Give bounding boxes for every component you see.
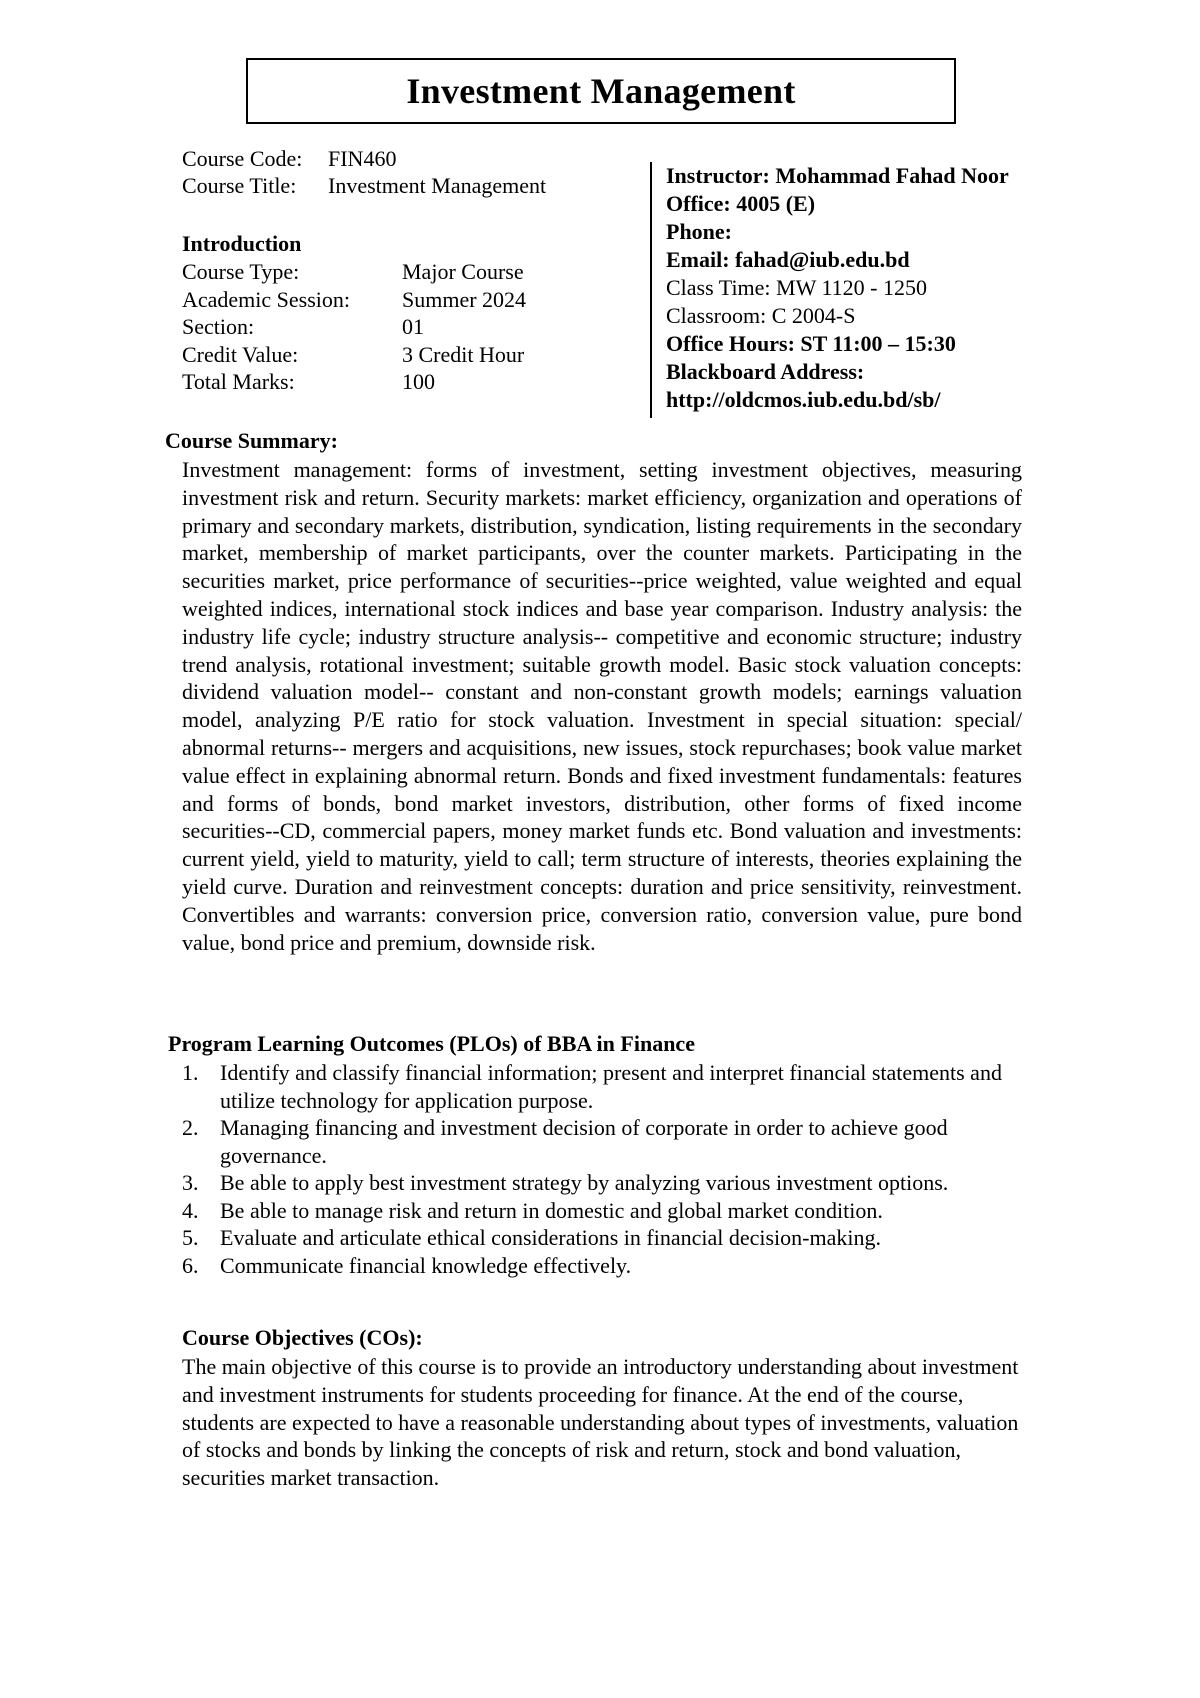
course-code-value: FIN460 bbox=[328, 146, 397, 171]
list-item-text: Be able to manage risk and return in domestic and global market condition. bbox=[220, 1197, 883, 1223]
introduction-heading: Introduction bbox=[182, 231, 302, 256]
classroom: Classroom: C 2004-S bbox=[666, 303, 856, 328]
list-item bbox=[182, 1114, 1032, 1169]
course-code-row bbox=[182, 145, 546, 172]
plo-list bbox=[182, 1059, 1032, 1279]
list-item-number: 6. bbox=[182, 1252, 199, 1278]
intro-value: 3 Credit Hour bbox=[402, 341, 525, 367]
document-title: Investment Management bbox=[406, 71, 796, 111]
list-item-text: Communicate financial knowledge effectively. bbox=[220, 1252, 632, 1278]
intro-row bbox=[182, 258, 526, 286]
intro-label: Total Marks: bbox=[182, 369, 295, 394]
course-objectives-text: The main objective of this course is to provide an introductory understanding about investment and investment instruments for students proceeding for finance. At the end of the course, students are expected to have a reasonable understanding about types of investments, valuation of stocks and bonds by linking the concepts of risk and return, stock and bond valuation, securities market transaction. bbox=[182, 1354, 1019, 1491]
intro-label: Course Type: bbox=[182, 259, 300, 284]
instructor-info bbox=[650, 162, 1070, 418]
course-summary-text: Investment management: forms of investment, setting investment objectives, measuring investment risk and return. Security markets: market efficiency, organization and operations of primary and secondary markets, distribution, syndication, listing requirements in the secondary market, membership of market participants, over the counter markets. Participating in the securities market, price performance of securities--price weighted, value weighted and equal weighted indices, international stock indices and base year comparison. Industry analysis: the industry life cycle; industry structure analysis-- competitive and economic structure; industry trend analysis, rotational investment; suitable growth model. Basic stock valuation concepts: dividend valuation model-- constant and non-constant growth models; earnings valuation model, analyzing P/E ratio for stock valuation. Investment in special situation: special/ abnormal returns-- mergers and acquisitions, new issues, stock repurchases; book value market value effect in explaining abnormal return. Bonds and fixed investment fundamentals: features and forms of bonds, bond market investors, distribution, other forms of fixed income securities--CD, commercial papers, money market funds etc. Bond valuation and investments: current yield, yield to maturity, yield to call; term structure of interests, theories explaining the yield curve. Duration and reinvestment concepts: duration and price sensitivity, reinvestment. Convertibles and warrants: conversion price, conversion ratio, conversion value, pure bond value, bond price and premium, downside risk. bbox=[182, 457, 1022, 955]
list-item-number: 3. bbox=[182, 1170, 199, 1195]
intro-row bbox=[182, 368, 526, 396]
course-meta bbox=[182, 145, 546, 199]
instructor-phone: Phone: bbox=[666, 219, 732, 244]
list-item bbox=[182, 1197, 1032, 1225]
intro-label: Credit Value: bbox=[182, 341, 299, 367]
list-item bbox=[182, 1224, 1032, 1252]
intro-value: Summer 2024 bbox=[402, 286, 527, 312]
list-item-text: Evaluate and articulate ethical considerations in financial decision-making. bbox=[220, 1225, 881, 1250]
instructor-name: Instructor: Mohammad Fahad Noor bbox=[666, 163, 1009, 188]
office-hours: Office Hours: ST 11:00 – 15:30 bbox=[666, 331, 956, 356]
plo-heading: Program Learning Outcomes (PLOs) of BBA in Finance bbox=[168, 1031, 695, 1056]
blackboard-url: http://oldcmos.iub.edu.bd/sb/ bbox=[666, 387, 941, 412]
course-title-label: Course Title: bbox=[182, 173, 297, 198]
list-item-number: 1. bbox=[182, 1060, 199, 1085]
intro-label: Section: bbox=[182, 314, 255, 339]
list-item bbox=[182, 1169, 1032, 1197]
list-item bbox=[182, 1252, 1032, 1280]
intro-value: Major Course bbox=[402, 259, 524, 284]
list-item-text: Managing financing and investment decision of corporate in order to achieve good governance. bbox=[220, 1115, 948, 1168]
course-title-value: Investment Management bbox=[328, 173, 547, 198]
introduction-table bbox=[182, 258, 526, 396]
course-code-label: Course Code: bbox=[182, 146, 303, 171]
intro-value: 01 bbox=[402, 314, 424, 339]
intro-value: 100 bbox=[402, 369, 435, 394]
list-item-number: 2. bbox=[182, 1115, 199, 1140]
blackboard-label: Blackboard Address: bbox=[666, 359, 865, 384]
document-title-box bbox=[246, 58, 956, 124]
list-item-text: Identify and classify financial information; present and interpret financial statements and utilize technology for application purpose. bbox=[220, 1060, 1002, 1113]
list-item-number: 5. bbox=[182, 1225, 199, 1250]
list-item-number: 4. bbox=[182, 1197, 199, 1223]
intro-label: Academic Session: bbox=[182, 286, 351, 312]
course-title-row bbox=[182, 172, 546, 199]
class-time: Class Time: MW 1120 - 1250 bbox=[666, 275, 927, 300]
list-item bbox=[182, 1059, 1032, 1114]
instructor-email: Email: fahad@iub.edu.bd bbox=[666, 247, 910, 272]
course-objectives-heading: Course Objectives (COs): bbox=[182, 1325, 423, 1350]
intro-row bbox=[182, 341, 526, 369]
instructor-office: Office: 4005 (E) bbox=[666, 191, 816, 216]
intro-row bbox=[182, 286, 526, 314]
intro-row bbox=[182, 313, 526, 341]
list-item-text: Be able to apply best investment strategy by analyzing various investment options. bbox=[220, 1170, 949, 1195]
course-summary-heading: Course Summary: bbox=[165, 428, 338, 453]
